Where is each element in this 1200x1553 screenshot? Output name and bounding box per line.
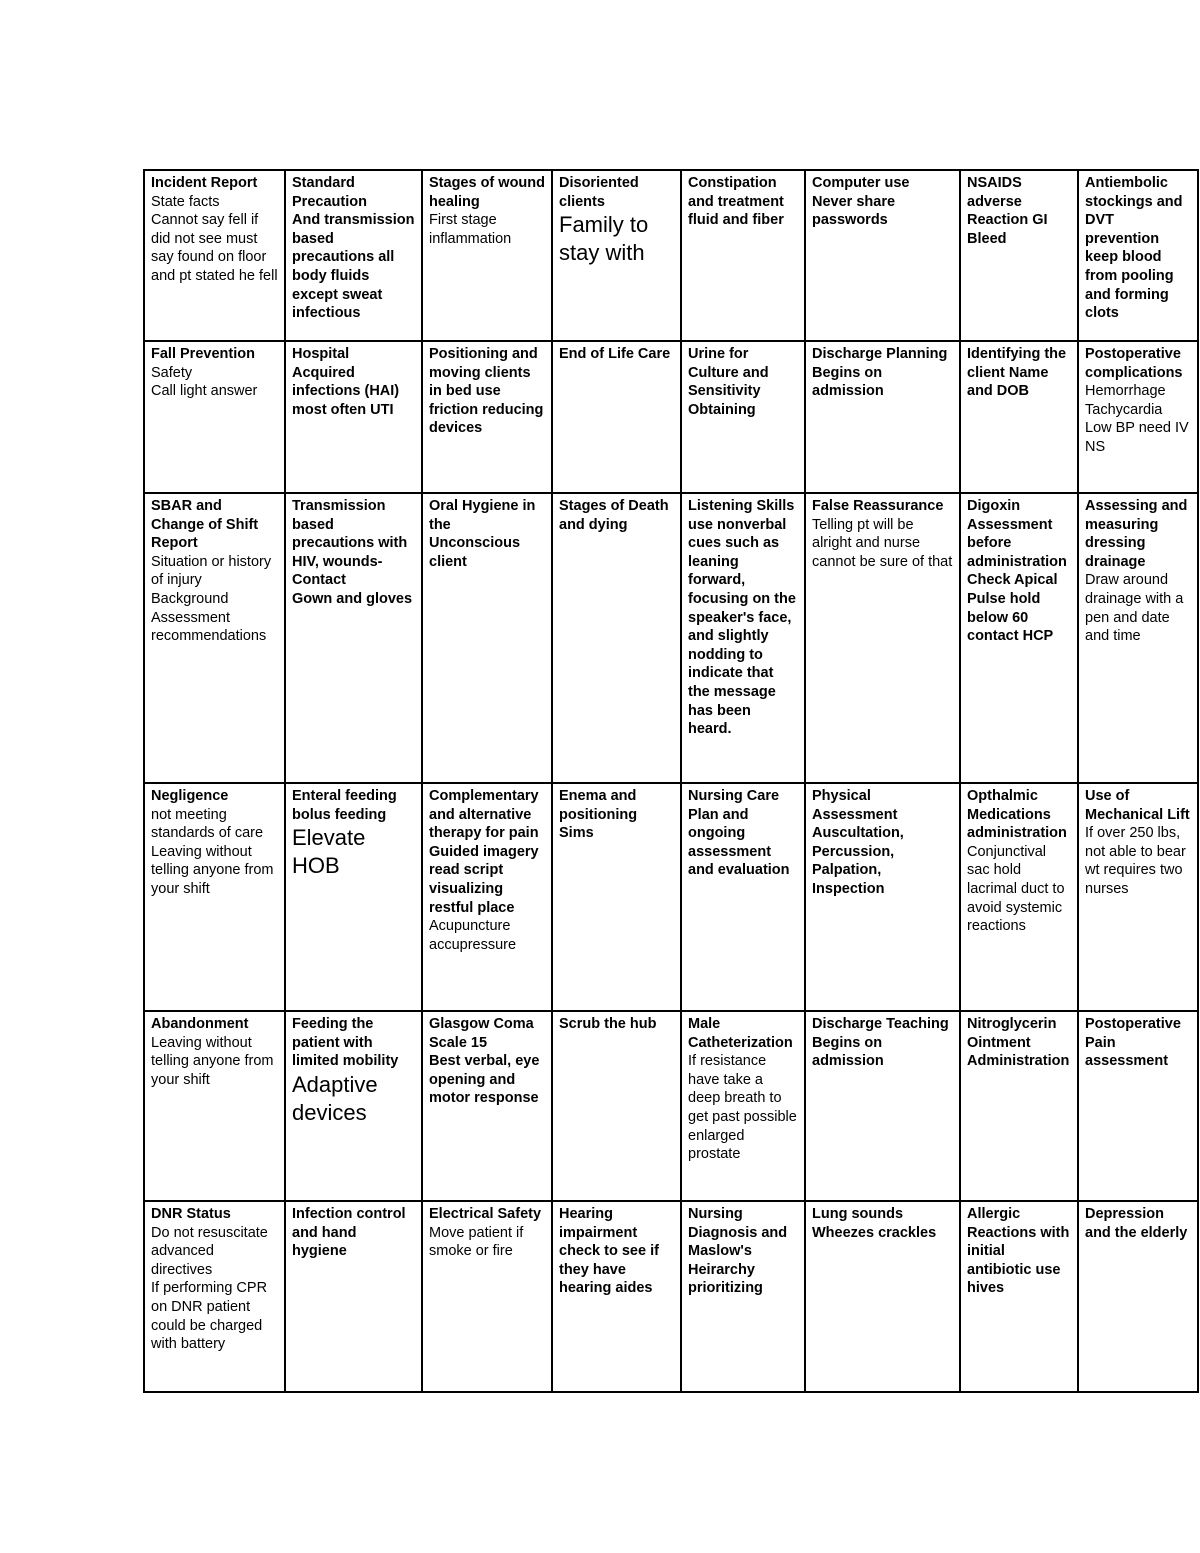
table-cell [960, 1011, 1078, 1201]
table-cell [1078, 1201, 1198, 1392]
table-cell [144, 170, 285, 341]
cell-text: Cannot say fell if did not see must say found on floor and pt stated he fell [151, 212, 278, 284]
table-row [144, 341, 1198, 493]
cell-text: Family to stay with [559, 212, 649, 266]
cell-text: Check Apical Pulse hold below 60 contact HCP [967, 572, 1058, 645]
cell-text: Call light answer [151, 383, 258, 400]
cell-heading: Enema and positioning Sims [559, 788, 638, 842]
table-cell [805, 341, 960, 493]
table-cell [960, 783, 1078, 1011]
cell-text: Leaving without telling anyone from your shift [151, 843, 274, 897]
cell-heading: Use of Mechanical Lift [1085, 788, 1190, 823]
table-cell [285, 1011, 422, 1201]
cell-text: Hemorrhage [1085, 383, 1166, 400]
table-cell [1078, 341, 1198, 493]
table-cell [422, 170, 552, 341]
table-cell [552, 493, 681, 783]
cell-heading: False Reassurance [812, 498, 944, 514]
table-cell [144, 1011, 285, 1201]
cell-heading: Hearing impairment check to see if they have hearing aides [559, 1206, 659, 1297]
cell-heading: NSAIDS adverse Reaction GI Bleed [967, 175, 1048, 247]
cell-text: Elevate HOB [292, 825, 366, 879]
cell-heading: Assessing and measuring dressing drainage [1085, 498, 1188, 570]
cell-heading: Complementary and alternative therapy for pain [429, 788, 539, 842]
cell-heading: Stages of Death and dying [559, 498, 669, 533]
table-cell [285, 341, 422, 493]
cell-heading: Disoriented clients [559, 175, 639, 210]
table-cell [1078, 170, 1198, 341]
cell-heading: Discharge Teaching Begins on admission [812, 1016, 949, 1070]
cell-text: hives [967, 1280, 1005, 1297]
table-cell [805, 783, 960, 1011]
table-cell [285, 170, 422, 341]
table-cell [805, 1011, 960, 1201]
cell-text: Best verbal, eye opening and motor response [429, 1053, 540, 1107]
cell-text: Never share passwords [812, 193, 896, 229]
table-row [144, 1011, 1198, 1201]
cell-text: Background [151, 590, 229, 607]
cell-text: Leaving without telling anyone from your shift [151, 1034, 274, 1088]
cell-heading: Abandonment [151, 1016, 249, 1032]
cell-heading: Transmission based precautions with HIV, wounds- [292, 498, 408, 570]
table-cell [422, 783, 552, 1011]
cell-text: Contact [292, 572, 346, 589]
table-cell [285, 783, 422, 1011]
cell-text: recommendations [151, 628, 267, 645]
table-cell [285, 493, 422, 783]
cell-text: Assessment [151, 609, 230, 626]
table-row [144, 1201, 1198, 1392]
table-cell [285, 1201, 422, 1392]
cell-heading: Listening Skills [688, 498, 795, 514]
cell-text: Guided imagery read script visualizing restful place [429, 843, 539, 916]
cell-text: Move patient if smoke or fire [429, 1224, 524, 1260]
cell-heading: Oral Hygiene in the Unconscious client [429, 498, 536, 570]
cell-text: Adaptive devices [292, 1071, 378, 1125]
cell-heading: Fall Prevention [151, 346, 255, 362]
cell-text: Conjunctival sac hold lacrimal duct to avoid systemic reactions [967, 843, 1065, 935]
cell-heading: Nursing Diagnosis and Maslow's Heirarchy prioritizing [688, 1206, 788, 1297]
table-cell [144, 1201, 285, 1392]
cell-heading: Urine for Culture and Sensitivity Obtaining [688, 346, 769, 418]
cell-heading: Depression and the elderly [1085, 1206, 1188, 1241]
table-cell [552, 783, 681, 1011]
cell-text: First stage inflammation [429, 212, 512, 247]
cell-text: Tachycardia [1085, 401, 1163, 418]
cell-heading: Identifying the client Name and DOB [967, 346, 1067, 400]
table-cell [1078, 783, 1198, 1011]
cell-heading: DNR Status [151, 1206, 231, 1222]
table-cell [681, 1201, 805, 1392]
cell-text: Do not resuscitate advanced directives [151, 1224, 268, 1278]
cell-heading: Infection control and hand hygiene [292, 1206, 406, 1260]
cell-heading: Glasgow Coma Scale 15 [429, 1016, 534, 1051]
cell-text: not meeting standards of care [151, 806, 264, 842]
table-cell [805, 493, 960, 783]
table-cell [144, 493, 285, 783]
cell-heading: Scrub the hub [559, 1016, 657, 1032]
cell-text: Safety [151, 364, 193, 381]
table-cell [805, 170, 960, 341]
cell-heading: Negligence [151, 788, 229, 804]
table-cell [960, 170, 1078, 341]
table-cell [144, 341, 285, 493]
cell-heading: Nitroglycerin Ointment Administration [967, 1016, 1070, 1070]
cell-heading: Computer use [812, 175, 910, 191]
cell-text: Gown and gloves [292, 590, 413, 607]
table-row [144, 170, 1198, 341]
cell-heading: Male Catheterization [688, 1016, 793, 1051]
table-cell [681, 783, 805, 1011]
cell-heading: Feeding the patient with limited mobility [292, 1016, 399, 1070]
cell-text: Telling pt will be alright and nurse cannot be sure of that [812, 516, 953, 570]
cell-heading: Digoxin Assessment before administration [967, 498, 1067, 570]
table-cell [422, 1011, 552, 1201]
cell-heading: Stages of wound healing [429, 175, 545, 210]
table-cell [1078, 1011, 1198, 1201]
table-cell [422, 493, 552, 783]
study-grid-table [143, 169, 1199, 1393]
cell-text: If over 250 lbs, not able to bear wt requires two nurses [1085, 825, 1186, 897]
cell-heading: Constipation and treatment fluid and fiber [688, 175, 784, 229]
table-cell [552, 1011, 681, 1201]
table-cell [144, 783, 285, 1011]
cell-heading: Postoperative complications [1085, 346, 1183, 381]
cell-heading: Allergic Reactions with initial antibiotic use [967, 1206, 1070, 1278]
cell-text: Draw around drainage with a pen and date and time [1085, 572, 1184, 645]
cell-heading: Electrical Safety [429, 1206, 542, 1222]
table-cell [552, 170, 681, 341]
table-cell [1078, 493, 1198, 783]
table-cell [552, 341, 681, 493]
cell-text: use nonverbal cues such as leaning forward, focusing on the speaker's face, and slightly nodding to indicate that the message has been heard. [688, 516, 796, 738]
table-cell [681, 170, 805, 341]
table-row [144, 493, 1198, 783]
cell-heading: Opthalmic Medications administration [967, 788, 1067, 842]
table-cell [681, 493, 805, 783]
table-cell [805, 1201, 960, 1392]
table-cell [681, 1011, 805, 1201]
cell-heading: Lung sounds Wheezes crackles [812, 1206, 937, 1241]
cell-heading: SBAR and Change of Shift Report [151, 498, 259, 552]
table-cell [960, 1201, 1078, 1392]
table-cell [960, 493, 1078, 783]
cell-text: State facts [151, 193, 220, 210]
cell-heading: Positioning and moving clients in bed use friction reducing devices [429, 346, 544, 437]
table-cell [552, 1201, 681, 1392]
table-row [144, 783, 1198, 1011]
table-cell [960, 341, 1078, 493]
cell-text: And transmission based precautions all body fluids except sweat infectious [292, 212, 415, 322]
cell-heading: End of Life Care [559, 346, 671, 362]
cell-heading: Nursing Care Plan and ongoing assessment and evaluation [688, 788, 790, 879]
table-cell [681, 341, 805, 493]
cell-heading: Discharge Planning Begins on admission [812, 346, 948, 400]
cell-text: If resistance have take a deep breath to get past possible enlarged prostate [688, 1053, 797, 1163]
cell-text: If performing CPR on DNR patient could be charged with battery [151, 1280, 268, 1353]
cell-text: Acupuncture accupressure [429, 918, 517, 953]
cell-text: Low BP need IV NS [1085, 420, 1189, 455]
cell-heading: Antiembolic stockings and DVT prevention keep blood from pooling and forming clots [1085, 175, 1183, 322]
cell-heading: Standard Precaution [292, 175, 367, 210]
cell-text: Situation or history of injury [151, 553, 272, 589]
table-cell [422, 1201, 552, 1392]
cell-heading: Incident Report [151, 175, 258, 191]
cell-heading: Physical Assessment Auscultation, Percussion, Palpation, Inspection [812, 788, 904, 897]
table-cell [422, 341, 552, 493]
cell-heading: Enteral feeding bolus feeding [292, 788, 397, 823]
cell-heading: Hospital Acquired infections (HAI) most often UTI [292, 346, 400, 418]
cell-heading: Postoperative Pain assessment [1085, 1016, 1181, 1070]
